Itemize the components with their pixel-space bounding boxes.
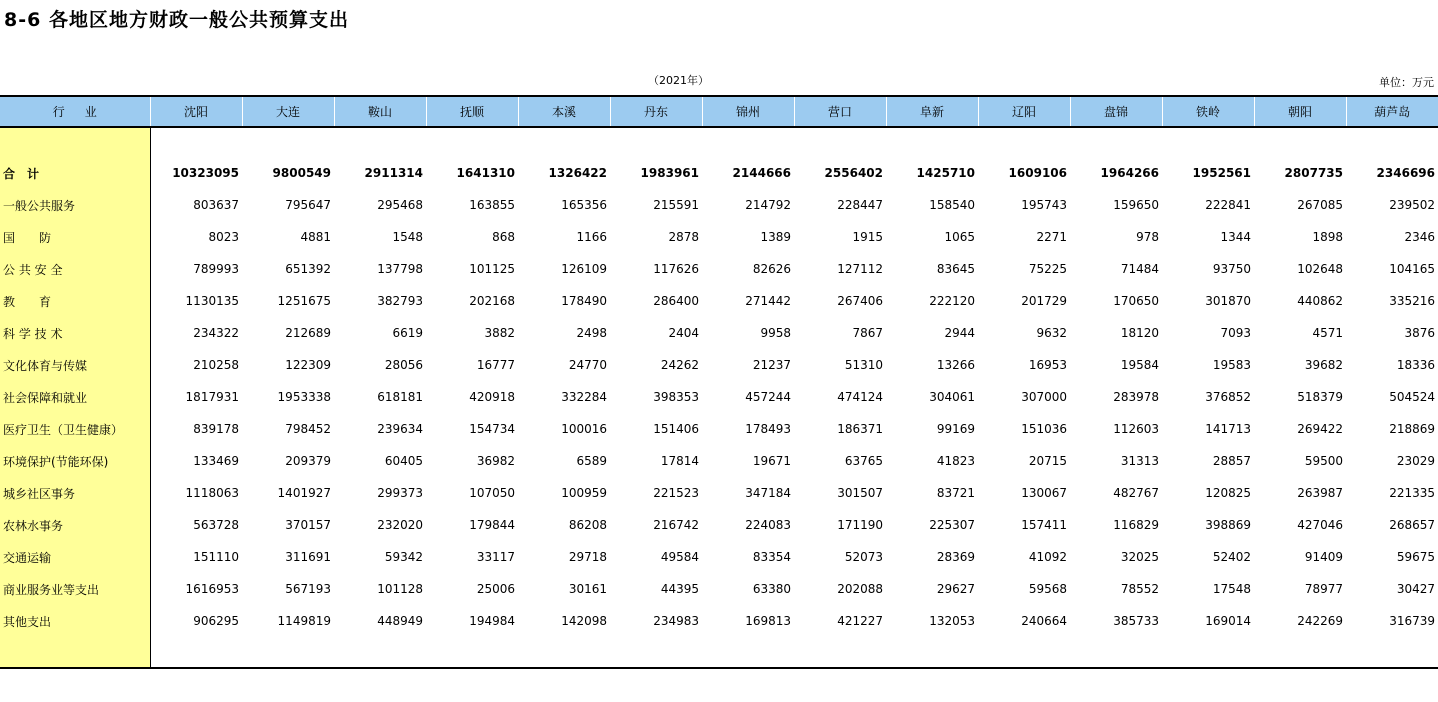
- table-cell: 2556402: [824, 166, 883, 180]
- row-label: 医疗卫生（卫生健康）: [0, 413, 150, 445]
- table-cell: 240664: [1021, 614, 1067, 628]
- column-header-city: 沈阳: [150, 96, 242, 127]
- table-cell: 286400: [653, 294, 699, 308]
- table-cell: 29718: [568, 550, 607, 564]
- table-cell: 420918: [469, 390, 515, 404]
- table-cell: 169014: [1205, 614, 1251, 628]
- table-row: [0, 221, 1438, 253]
- table-cell: 4881: [300, 230, 331, 244]
- row-label: 公 共 安 全: [0, 253, 150, 285]
- table-cell: 563728: [193, 518, 239, 532]
- table-cell: 9958: [760, 326, 791, 340]
- row-label: 教 育: [0, 285, 150, 317]
- table-cell: 30427: [1396, 582, 1435, 596]
- table-cell: 457244: [745, 390, 791, 404]
- table-cell: 141713: [1205, 422, 1251, 436]
- table-cell: 86208: [568, 518, 607, 532]
- column-header-city: 本溪: [518, 96, 610, 127]
- table-cell: 795647: [285, 198, 331, 212]
- table-cell: 16777: [476, 358, 515, 372]
- table-row: [0, 605, 1438, 637]
- table-cell: 224083: [745, 518, 791, 532]
- expenditure-table: [0, 95, 1438, 669]
- table-cell: 75225: [1028, 262, 1067, 276]
- row-label: 科 学 技 术: [0, 317, 150, 349]
- table-cell: 267406: [837, 294, 883, 308]
- table-cell: 307000: [1021, 390, 1067, 404]
- table-cell: 39682: [1304, 358, 1343, 372]
- table-cell: 158540: [929, 198, 975, 212]
- table-cell: 427046: [1297, 518, 1343, 532]
- table-cell: 978: [1136, 230, 1159, 244]
- row-label: 国 防: [0, 221, 150, 253]
- table-cell: 2498: [576, 326, 607, 340]
- table-cell: 906295: [193, 614, 239, 628]
- table-cell: 1401927: [277, 486, 331, 500]
- table-cell: 122309: [285, 358, 331, 372]
- table-cell: 44395: [660, 582, 699, 596]
- total-row: [0, 157, 1438, 189]
- table-cell: 225307: [929, 518, 975, 532]
- table-cell: 83354: [752, 550, 791, 564]
- table-cell: 28857: [1212, 454, 1251, 468]
- table-row: [0, 285, 1438, 317]
- table-cell: 1065: [944, 230, 975, 244]
- column-header-city: 鞍山: [334, 96, 426, 127]
- table-cell: 28056: [384, 358, 423, 372]
- table-cell: 839178: [193, 422, 239, 436]
- table-cell: 159650: [1113, 198, 1159, 212]
- table-cell: 1898: [1312, 230, 1343, 244]
- table-cell: 157411: [1021, 518, 1067, 532]
- table-cell: 2144666: [732, 166, 791, 180]
- table-cell: 347184: [745, 486, 791, 500]
- table-cell: 1425710: [916, 166, 975, 180]
- table-cell: 234983: [653, 614, 699, 628]
- table-cell: 6589: [576, 454, 607, 468]
- table-cell: 234322: [193, 326, 239, 340]
- spacer-row: [0, 127, 1438, 157]
- column-header-city: 辽阳: [978, 96, 1070, 127]
- table-cell: 19584: [1120, 358, 1159, 372]
- table-row: [0, 413, 1438, 445]
- table-cell: 133469: [193, 454, 239, 468]
- table-cell: 83721: [936, 486, 975, 500]
- table-cell: 283978: [1113, 390, 1159, 404]
- table-cell: 2911314: [364, 166, 423, 180]
- table-cell: 49584: [660, 550, 699, 564]
- table-cell: 221335: [1389, 486, 1435, 500]
- table-cell: 301507: [837, 486, 883, 500]
- table-cell: 1953338: [277, 390, 331, 404]
- table-cell: 169813: [745, 614, 791, 628]
- table-cell: 2404: [668, 326, 699, 340]
- table-cell: 28369: [936, 550, 975, 564]
- table-cell: 17548: [1212, 582, 1251, 596]
- table-cell: 107050: [469, 486, 515, 500]
- table-cell: 163855: [469, 198, 515, 212]
- column-header-city: 营口: [794, 96, 886, 127]
- table-cell: 242269: [1297, 614, 1343, 628]
- row-label: 环境保护(节能环保): [0, 445, 150, 477]
- table-cell: 13266: [936, 358, 975, 372]
- table-cell: 132053: [929, 614, 975, 628]
- table-cell: 263987: [1297, 486, 1343, 500]
- table-cell: 112603: [1113, 422, 1159, 436]
- row-label: 一般公共服务: [0, 189, 150, 221]
- table-cell: 228447: [837, 198, 883, 212]
- table-cell: 142098: [561, 614, 607, 628]
- table-row: [0, 573, 1438, 605]
- table-cell: 41092: [1028, 550, 1067, 564]
- table-cell: 186371: [837, 422, 883, 436]
- page-title: 8-6 各地区地方财政一般公共预算支出: [4, 9, 349, 31]
- table-cell: 1641310: [456, 166, 515, 180]
- table-cell: 2878: [668, 230, 699, 244]
- table-cell: 82626: [752, 262, 791, 276]
- table-cell: 1609106: [1008, 166, 1067, 180]
- column-header-city: 丹东: [610, 96, 702, 127]
- table-cell: 2346696: [1376, 166, 1435, 180]
- table-cell: 382793: [377, 294, 423, 308]
- table-cell: 63380: [752, 582, 791, 596]
- table-cell: 216742: [653, 518, 699, 532]
- row-label: 其他支出: [0, 605, 150, 637]
- table-row: [0, 381, 1438, 413]
- table-cell: 18336: [1396, 358, 1435, 372]
- table-cell: 20715: [1028, 454, 1067, 468]
- table-cell: 151036: [1021, 422, 1067, 436]
- table-cell: 100959: [561, 486, 607, 500]
- table-cell: 16953: [1028, 358, 1067, 372]
- column-header-city: 大连: [242, 96, 334, 127]
- table-cell: 120825: [1205, 486, 1251, 500]
- table-cell: 151406: [653, 422, 699, 436]
- table-cell: 1149819: [277, 614, 331, 628]
- table-cell: 376852: [1205, 390, 1251, 404]
- table-cell: 448949: [377, 614, 423, 628]
- table-cell: 60405: [384, 454, 423, 468]
- table-cell: 440862: [1297, 294, 1343, 308]
- table-cell: 1952561: [1192, 166, 1251, 180]
- table-cell: 178490: [561, 294, 607, 308]
- table-cell: 2346: [1404, 230, 1435, 244]
- table-cell: 9632: [1036, 326, 1067, 340]
- table-cell: 311691: [285, 550, 331, 564]
- table-cell: 299373: [377, 486, 423, 500]
- table-cell: 398353: [653, 390, 699, 404]
- table-cell: 31313: [1120, 454, 1159, 468]
- row-label: 合计: [0, 157, 150, 189]
- table-cell: 99169: [936, 422, 975, 436]
- table-cell: 126109: [561, 262, 607, 276]
- table-row: [0, 253, 1438, 285]
- header-row: [0, 96, 1438, 127]
- table-cell: 295468: [377, 198, 423, 212]
- row-label: 商业服务业等支出: [0, 573, 150, 605]
- row-label: 农林水事务: [0, 509, 150, 541]
- table-cell: 1616953: [185, 582, 239, 596]
- table-row: [0, 541, 1438, 573]
- table-cell: 127112: [837, 262, 883, 276]
- table-cell: 117626: [653, 262, 699, 276]
- table-cell: 63765: [844, 454, 883, 468]
- table-cell: 370157: [285, 518, 331, 532]
- table-cell: 1983961: [640, 166, 699, 180]
- table-row: [0, 317, 1438, 349]
- table-cell: 239634: [377, 422, 423, 436]
- table-cell: 165356: [561, 198, 607, 212]
- table-cell: 25006: [476, 582, 515, 596]
- column-header-city: 抚顺: [426, 96, 518, 127]
- table-cell: 2944: [944, 326, 975, 340]
- table-cell: 221523: [653, 486, 699, 500]
- column-header-city: 朝阳: [1254, 96, 1346, 127]
- table-cell: 271442: [745, 294, 791, 308]
- table-cell: 100016: [561, 422, 607, 436]
- table-cell: 332284: [561, 390, 607, 404]
- table-cell: 116829: [1113, 518, 1159, 532]
- table-cell: 18120: [1120, 326, 1159, 340]
- column-header-city: 盘锦: [1070, 96, 1162, 127]
- table-cell: 7867: [852, 326, 883, 340]
- table-cell: 195743: [1021, 198, 1067, 212]
- table-cell: 421227: [837, 614, 883, 628]
- unit-note: 单位：万元: [1379, 76, 1434, 89]
- table-cell: 17814: [660, 454, 699, 468]
- table-cell: 170650: [1113, 294, 1159, 308]
- year-note: （2021年）: [648, 74, 709, 87]
- column-header-city: 铁岭: [1162, 96, 1254, 127]
- table-cell: 1326422: [548, 166, 607, 180]
- table-cell: 301870: [1205, 294, 1251, 308]
- table-cell: 33117: [476, 550, 515, 564]
- row-label: 交通运输: [0, 541, 150, 573]
- table-cell: 504524: [1389, 390, 1435, 404]
- table-cell: 1130135: [185, 294, 239, 308]
- table-cell: 316739: [1389, 614, 1435, 628]
- table-cell: 137798: [377, 262, 423, 276]
- table-cell: 651392: [285, 262, 331, 276]
- table-row: [0, 509, 1438, 541]
- table-cell: 269422: [1297, 422, 1343, 436]
- table-cell: 222841: [1205, 198, 1251, 212]
- table-cell: 214792: [745, 198, 791, 212]
- column-header-industry: 行业: [0, 96, 150, 127]
- table-cell: 215591: [653, 198, 699, 212]
- table-cell: 6619: [392, 326, 423, 340]
- table-cell: 59342: [384, 550, 423, 564]
- table-cell: 3882: [484, 326, 515, 340]
- table-cell: 59568: [1028, 582, 1067, 596]
- table-cell: 868: [492, 230, 515, 244]
- table-cell: 101125: [469, 262, 515, 276]
- table-cell: 24262: [660, 358, 699, 372]
- table-cell: 36982: [476, 454, 515, 468]
- row-label: 城乡社区事务: [0, 477, 150, 509]
- table-cell: 202088: [837, 582, 883, 596]
- table-cell: 798452: [285, 422, 331, 436]
- column-header-city: 葫芦岛: [1346, 96, 1438, 127]
- table-cell: 130067: [1021, 486, 1067, 500]
- table-cell: 803637: [193, 198, 239, 212]
- table-cell: 239502: [1389, 198, 1435, 212]
- table-cell: 41823: [936, 454, 975, 468]
- table-cell: 202168: [469, 294, 515, 308]
- table-cell: 789993: [193, 262, 239, 276]
- table-cell: 154734: [469, 422, 515, 436]
- table-cell: 210258: [193, 358, 239, 372]
- table-cell: 618181: [377, 390, 423, 404]
- row-label: 文化体育与传媒: [0, 349, 150, 381]
- table-cell: 93750: [1212, 262, 1251, 276]
- table-cell: 567193: [285, 582, 331, 596]
- row-label: 社会保障和就业: [0, 381, 150, 413]
- table-cell: 1389: [760, 230, 791, 244]
- table-cell: 268657: [1389, 518, 1435, 532]
- table-cell: 83645: [936, 262, 975, 276]
- table-cell: 1964266: [1100, 166, 1159, 180]
- table-cell: 1344: [1220, 230, 1251, 244]
- table-cell: 101128: [377, 582, 423, 596]
- table-cell: 59675: [1396, 550, 1435, 564]
- table-cell: 78552: [1120, 582, 1159, 596]
- table-cell: 222120: [929, 294, 975, 308]
- table-cell: 8023: [208, 230, 239, 244]
- table-cell: 24770: [568, 358, 607, 372]
- table-cell: 4571: [1312, 326, 1343, 340]
- table-row: [0, 189, 1438, 221]
- table-cell: 7093: [1220, 326, 1251, 340]
- table-cell: 10323095: [172, 166, 239, 180]
- table-row: [0, 445, 1438, 477]
- table-cell: 151110: [193, 550, 239, 564]
- spacer-row: [0, 637, 1438, 668]
- table-row: [0, 477, 1438, 509]
- table-cell: 518379: [1297, 390, 1343, 404]
- table-cell: 3876: [1404, 326, 1435, 340]
- table-cell: 52073: [844, 550, 883, 564]
- table-cell: 218869: [1389, 422, 1435, 436]
- table-cell: 30161: [568, 582, 607, 596]
- table-cell: 104165: [1389, 262, 1435, 276]
- table-cell: 2271: [1036, 230, 1067, 244]
- table-cell: 1915: [852, 230, 883, 244]
- table-cell: 2807735: [1284, 166, 1343, 180]
- table-cell: 385733: [1113, 614, 1159, 628]
- table-cell: 474124: [837, 390, 883, 404]
- column-header-city: 阜新: [886, 96, 978, 127]
- table-cell: 1548: [392, 230, 423, 244]
- table-cell: 1817931: [185, 390, 239, 404]
- table-cell: 171190: [837, 518, 883, 532]
- table-cell: 194984: [469, 614, 515, 628]
- table-cell: 201729: [1021, 294, 1067, 308]
- table-cell: 9800549: [272, 166, 331, 180]
- table-cell: 29627: [936, 582, 975, 596]
- table-cell: 91409: [1304, 550, 1343, 564]
- column-header-city: 锦州: [702, 96, 794, 127]
- table-cell: 232020: [377, 518, 423, 532]
- table-cell: 78977: [1304, 582, 1343, 596]
- table-cell: 209379: [285, 454, 331, 468]
- table-cell: 304061: [929, 390, 975, 404]
- table-cell: 1166: [576, 230, 607, 244]
- table-cell: 21237: [752, 358, 791, 372]
- table-cell: 32025: [1120, 550, 1159, 564]
- table-row: [0, 349, 1438, 381]
- table-cell: 71484: [1120, 262, 1159, 276]
- table-cell: 19671: [752, 454, 791, 468]
- table-cell: 1118063: [185, 486, 239, 500]
- table-cell: 52402: [1212, 550, 1251, 564]
- table-cell: 212689: [285, 326, 331, 340]
- table-cell: 482767: [1113, 486, 1159, 500]
- table-cell: 335216: [1389, 294, 1435, 308]
- table-cell: 59500: [1304, 454, 1343, 468]
- table-cell: 179844: [469, 518, 515, 532]
- table-cell: 51310: [844, 358, 883, 372]
- table-cell: 178493: [745, 422, 791, 436]
- table-cell: 1251675: [277, 294, 331, 308]
- table-cell: 398869: [1205, 518, 1251, 532]
- table-cell: 267085: [1297, 198, 1343, 212]
- table-cell: 19583: [1212, 358, 1251, 372]
- table-cell: 102648: [1297, 262, 1343, 276]
- table-cell: 23029: [1396, 454, 1435, 468]
